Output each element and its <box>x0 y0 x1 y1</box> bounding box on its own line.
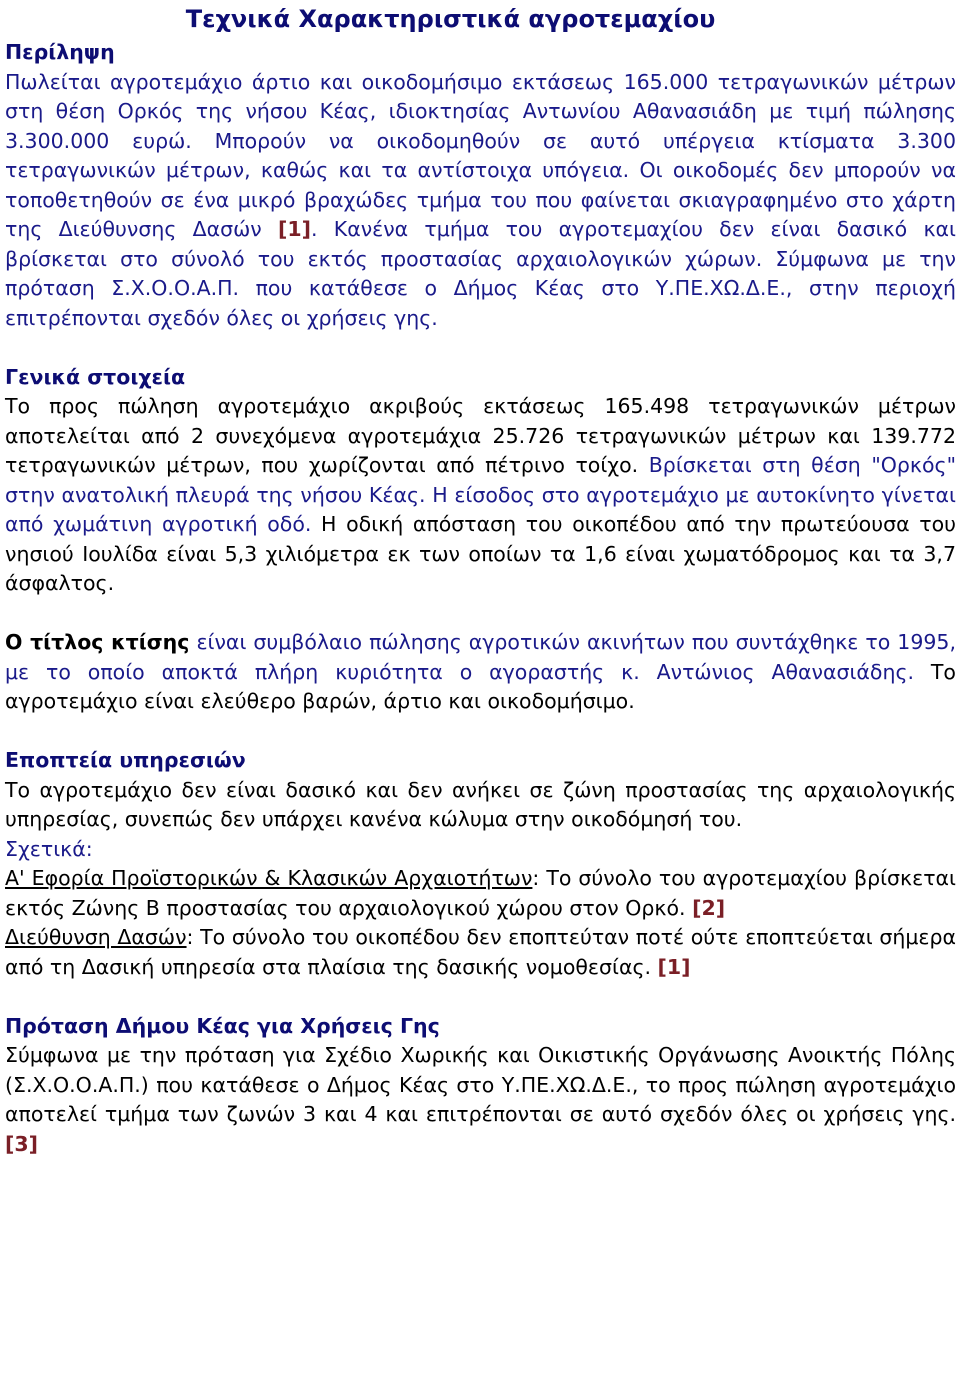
summary-paragraph <box>5 68 956 334</box>
ref-1-link-2[interactable]: [1] <box>657 954 691 979</box>
general-heading: Γενικά στοιχεία <box>5 364 186 389</box>
general-text-a: Το προς πώληση αγροτεμάχιο ακριβούς εκτάσεως 165.498 τετραγωνικών μέτρων αποτελείται από 2 συνεχόμενα αγροτεμάχια 25.726 τετραγωνικών μέτρων και 139.772 τετραγωνικών μέτρων, που χωρίζονται από πέτρινο τοίχο. <box>5 394 956 477</box>
related-label: Σχετικά: <box>5 836 93 861</box>
ref-2-link[interactable]: [2] <box>692 895 726 920</box>
page-title: Τεχνικά Χαρακτηριστικά αγροτεμαχίου <box>185 5 716 33</box>
general-text-b: Βρίσκεται στη θέση "Ορκός" στην ανατολική πλευρά της νήσου Κέας. Η είσοδος στο αγροτεμάχιο με αυτοκίνητο γίνεται από χωμάτινη αγροτική οδό. <box>5 453 957 536</box>
supervision-paragraph: Το αγροτεμάχιο δεν είναι δασικό και δεν ανήκει σε ζώνη προστασίας της αρχαιολογικής υπηρεσίας, συνεπώς δεν υπάρχει κανένα κώλυμα στην οικοδόμησή του. <box>5 777 956 831</box>
spacer <box>5 599 956 629</box>
ref-3-link[interactable]: [3] <box>5 1131 39 1156</box>
title-deed-paragraph <box>5 628 956 717</box>
summary-heading: Περίληψη <box>5 40 115 64</box>
spacer <box>5 333 956 363</box>
spacer <box>5 717 956 747</box>
archaeology-paragraph <box>5 864 956 923</box>
general-paragraph <box>5 392 956 599</box>
general-text-c: Η οδική απόσταση του οικοπέδου από την πρωτεύουσα του νησιού Ιουλίδα είναι 5,3 χιλιόμετρα εκ των οποίων τα 1,6 είναι χωματόδρομος και τα 3,7 άσφαλτος. <box>5 512 956 595</box>
forestry-paragraph <box>5 923 956 982</box>
proposal-paragraph <box>5 1041 956 1159</box>
proposal-heading: Πρόταση Δήμου Κέας για Χρήσεις Γης <box>5 1013 440 1038</box>
supervision-heading: Εποπτεία υπηρεσιών <box>5 748 246 772</box>
spacer <box>5 982 956 1012</box>
proposal-text: Σύμφωνα με την πρόταση για Σχέδιο Χωρικής και Οικιστικής Οργάνωσης Ανοικτής Πόλης (Σ.Χ.Ο.Ο.Α.Π.) που κατάθεσε ο Δήμος Κέας στο Υ.ΠΕ.ΧΩ.Δ.Ε., το προς πώληση αγροτεμάχιο αποτελεί τμήμα των ζωνών 3 και 4 και επιτρέπονται σε αυτό σχεδόν όλες οι χρήσεις γης. <box>5 1043 956 1126</box>
forestry-text: : Το σύνολο του οικοπέδου δεν εποπτεύταν ποτέ ούτε εποπτεύεται σήμερα από τη Δασική υπηρεσία στα πλαίσια της δασικής νομοθεσίας. <box>5 925 956 979</box>
archaeology-ephorate-link[interactable]: Α' Εφορία Προϊστορικών & Κλασικών Αρχαιοτήτων <box>5 866 533 890</box>
forestry-directorate-link[interactable]: Διεύθυνση Δασών <box>5 925 187 949</box>
title-deed-lead: Ο τίτλος κτίσης <box>5 630 190 654</box>
summary-text-c: . Κανένα τμήμα του αγροτεμαχίου δεν είναι δασικό και βρίσκεται στο σύνολό του εκτός προστασίας αρχαιολογικών χώρων. Σύμφωνα με την πρόταση Σ.Χ.Ο.Ο.Α.Π. που κατάθεσε ο Δήμος Κέας στο Υ.ΠΕ.ΧΩ.Δ.Ε., στην περιοχή επιτρέπονται σχεδόν όλες οι χρήσεις γης. <box>5 217 956 330</box>
title-deed-text-a: είναι συμβόλαιο πώλησης αγροτικών ακινήτων που συντάχθηκε το 1995, με το οποίο αποκτά πλήρη κυριότητα ο αγοραστής κ. Αντώνιος Αθανασιάδης. <box>5 630 956 684</box>
summary-text-a: Πωλείται αγροτεμάχιο άρτιο και οικοδομήσιμο εκτάσεως 165.000 τετραγωνικών μέτρων στη θέση Ορκός της νήσου Κέας, ιδιοκτησίας Αντωνίου Αθανασιάδη με τιμή πώλησης 3.300.000 ευρώ. <box>5 69 956 153</box>
title-deed-text-b: Το αγροτεμάχιο είναι ελεύθερο βαρών, άρτιο και οικοδομήσιμο. <box>5 659 956 713</box>
summary-text-b: Μπορούν να οικοδομηθούν σε αυτό υπέργεια κτίσματα 3.300 τετραγωνικών μέτρων, καθώς και τα αντίστοιχα υπόγεια. Οι οικοδομές δεν μπορούν να τοποθετηθούν σε ένα μικρό βραχώδες τμήμα του που φαίνεται σκιαγραφημένο στο χάρτη της Διεύθυνσης Δασών <box>5 128 956 241</box>
archaeology-text: : Το σύνολο του αγροτεμαχίου βρίσκεται εκτός Ζώνης Β προστασίας του αρχαιολογικού χώρου στον Ορκό. <box>5 866 956 920</box>
ref-1-link[interactable]: [1] <box>277 217 311 241</box>
